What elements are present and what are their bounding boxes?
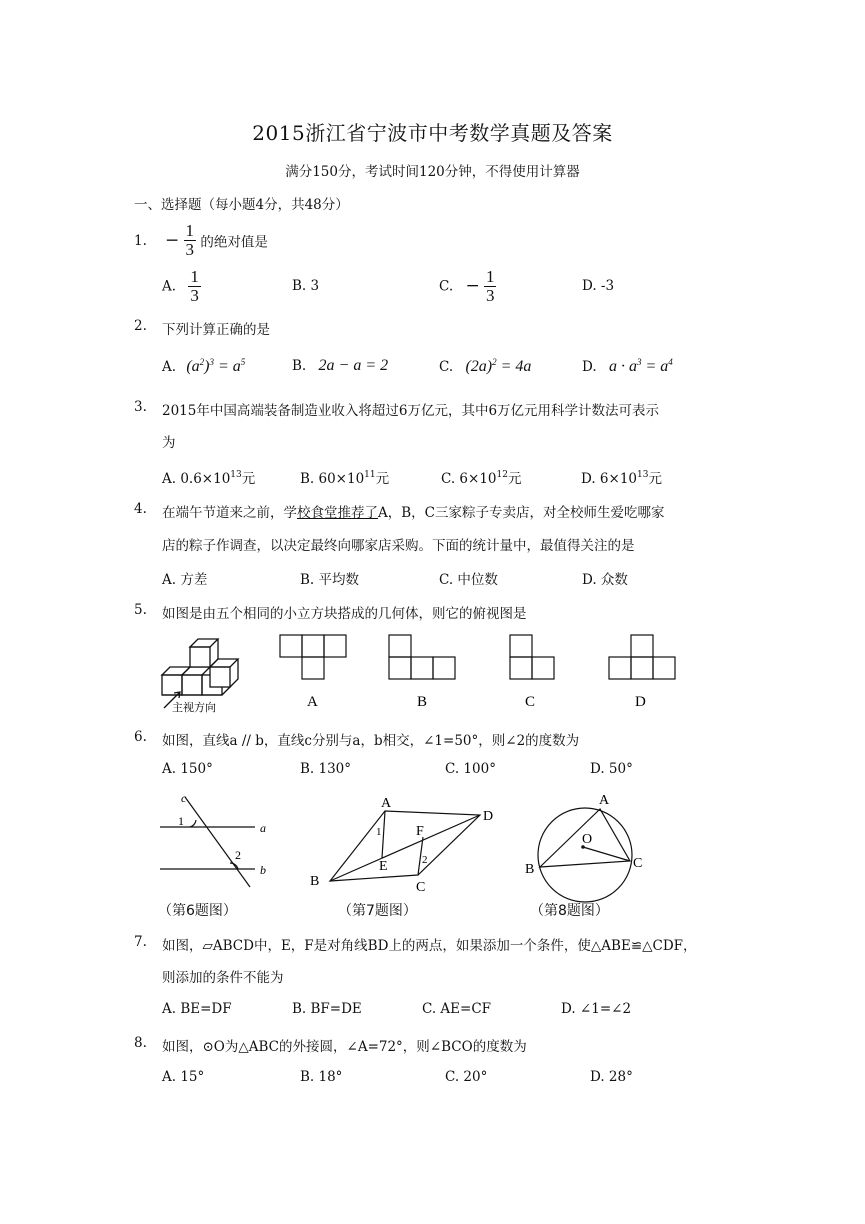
svg-text:B: B xyxy=(525,862,535,877)
q4-stem-line2: 店的粽子作调查，以决定最终向哪家店采购。下面的统计量中，最值得关注的是 xyxy=(162,538,635,554)
section-heading: 一、选择题（每小题4分，共48分） xyxy=(134,197,349,213)
svg-text:2: 2 xyxy=(422,854,428,866)
q6-option-d: D. 50° xyxy=(590,761,633,777)
q8-option-b: B. 18° xyxy=(300,1069,343,1085)
svg-text:2: 2 xyxy=(235,848,241,862)
q4-stem-line1: 在端午节道来之前，学校食堂推荐了A，B，C三家粽子专卖店，对全校师生爱吃哪家 xyxy=(162,505,665,521)
svg-text:O: O xyxy=(582,832,593,847)
q4-number: 4. xyxy=(134,501,147,517)
svg-text:A: A xyxy=(599,793,610,808)
q2-option-b: B. 2a − a = 2 xyxy=(292,357,389,374)
svg-text:E: E xyxy=(379,859,388,874)
figure-8-caption: （第8题图） xyxy=(530,903,609,919)
q7-number: 7. xyxy=(134,934,147,950)
figure-7 xyxy=(330,811,480,881)
q4-option-b: B. 平均数 xyxy=(300,572,360,588)
q5-option-b-label: B xyxy=(417,694,428,710)
q5-option-b-figure xyxy=(389,635,455,679)
figure-6-caption: （第6题图） xyxy=(158,903,237,919)
q6-option-b: B. 130° xyxy=(300,761,352,777)
q1-fraction: $\frac{1}{3}$ xyxy=(185,221,195,259)
svg-text:1: 1 xyxy=(376,826,382,838)
q5-option-c-label: C xyxy=(525,694,536,710)
page-subtitle: 满分150分，考试时间120分钟，不得使用计算器 xyxy=(285,164,580,180)
q3-option-a: A. $0.6\times 10^{13}$元 xyxy=(162,470,256,487)
q2-option-d: D. $a \cdot a^3 = a^4$ xyxy=(582,357,673,375)
q8-number: 8. xyxy=(134,1035,147,1051)
q5-figures xyxy=(150,630,850,718)
q4-option-c: C. 中位数 xyxy=(439,572,498,588)
q3-stem-line2: 为 xyxy=(162,435,176,451)
svg-text:D: D xyxy=(483,809,494,824)
q7-option-d: D. ∠1=∠2 xyxy=(561,1001,632,1017)
q5-option-a-figure xyxy=(280,635,346,679)
q1-option-a: A. $\frac{1}{3}$ xyxy=(162,267,199,305)
q7-option-c: C. AE=CF xyxy=(422,1001,492,1017)
svg-text:A: A xyxy=(381,796,392,811)
q8-option-c: C. 20° xyxy=(445,1069,488,1085)
svg-text:C: C xyxy=(416,880,426,895)
q6-option-c: C. 100° xyxy=(445,761,496,777)
svg-text:1: 1 xyxy=(178,814,184,828)
q2-stem: 下列计算正确的是 xyxy=(162,322,270,338)
q1-stem: − $\frac{1}{3}$ 的绝对值是 xyxy=(165,221,268,259)
q1-number: 1. xyxy=(134,233,147,249)
q8-option-d: D. 28° xyxy=(590,1069,633,1085)
q6-stem: 如图，直线a // b，直线c分别与a，b相交，∠1=50°，则∠2的度数为 xyxy=(162,733,580,749)
svg-text:B: B xyxy=(310,874,320,889)
q7-option-b: B. BF=DE xyxy=(292,1001,362,1017)
q1-option-d: D. -3 xyxy=(582,278,615,294)
q3-stem-line1: 2015年中国高端装备制造业收入将超过6万亿元，其中6万亿元用科学计数法可表示 xyxy=(162,403,660,419)
q5-solid-figure xyxy=(162,639,238,708)
page-title: 2015浙江省宁波市中考数学真题及答案 xyxy=(252,121,613,145)
q1-option-c: C. − $\frac{1}{3}$ xyxy=(439,267,495,305)
q5-stem: 如图是由五个相同的小立方块搭成的几何体，则它的俯视图是 xyxy=(162,606,527,622)
q5-number: 5. xyxy=(134,602,147,618)
figure-6 xyxy=(160,797,255,887)
q3-option-d: D. $6\times 10^{13}$元 xyxy=(581,470,662,487)
figure-8 xyxy=(538,808,632,902)
q8-option-a: A. 15° xyxy=(162,1069,205,1085)
q4-option-a: A. 方差 xyxy=(162,572,208,588)
svg-text:c: c xyxy=(181,791,187,805)
q1-option-b: B. 3 xyxy=(292,278,320,294)
svg-text:a: a xyxy=(260,821,266,835)
q5-option-c-figure xyxy=(510,635,554,679)
q3-number: 3. xyxy=(134,399,147,415)
q8-stem: 如图，⊙O为△ABC的外接圆，∠A=72°，则∠BCO的度数为 xyxy=(162,1039,527,1055)
q3-option-b: B. $60\times 10^{11}$元 xyxy=(300,470,390,487)
q5-option-a-label: A xyxy=(307,694,318,710)
q2-option-c: C. $(2a)^2 = 4a$ xyxy=(439,357,532,375)
q2-option-a: A. $(a^2)^3 = a^5$ xyxy=(162,357,246,375)
figure-7-caption: （第7题图） xyxy=(338,903,417,919)
q4-option-d: D. 众数 xyxy=(582,572,628,588)
q2-number: 2. xyxy=(134,318,147,334)
q5-view-label: 主视方向 xyxy=(172,702,216,714)
q3-option-c: C. $6\times 10^{12}$元 xyxy=(441,470,522,487)
svg-text:C: C xyxy=(633,856,643,871)
q7-stem-line2: 则添加的条件不能为 xyxy=(162,970,284,986)
q6-option-a: A. 150° xyxy=(162,761,213,777)
q7-option-a: A. BE=DF xyxy=(162,1001,232,1017)
q5-option-d-label: D xyxy=(635,694,646,710)
q5-option-d-figure xyxy=(609,635,675,679)
q6-number: 6. xyxy=(134,729,147,745)
q7-stem-line1: 如图，▱ABCD中，E，F是对角线BD上的两点，如果添加一个条件，使△ABE≌△CDF， xyxy=(162,938,697,954)
svg-text:b: b xyxy=(260,863,266,877)
svg-text:F: F xyxy=(416,824,424,839)
